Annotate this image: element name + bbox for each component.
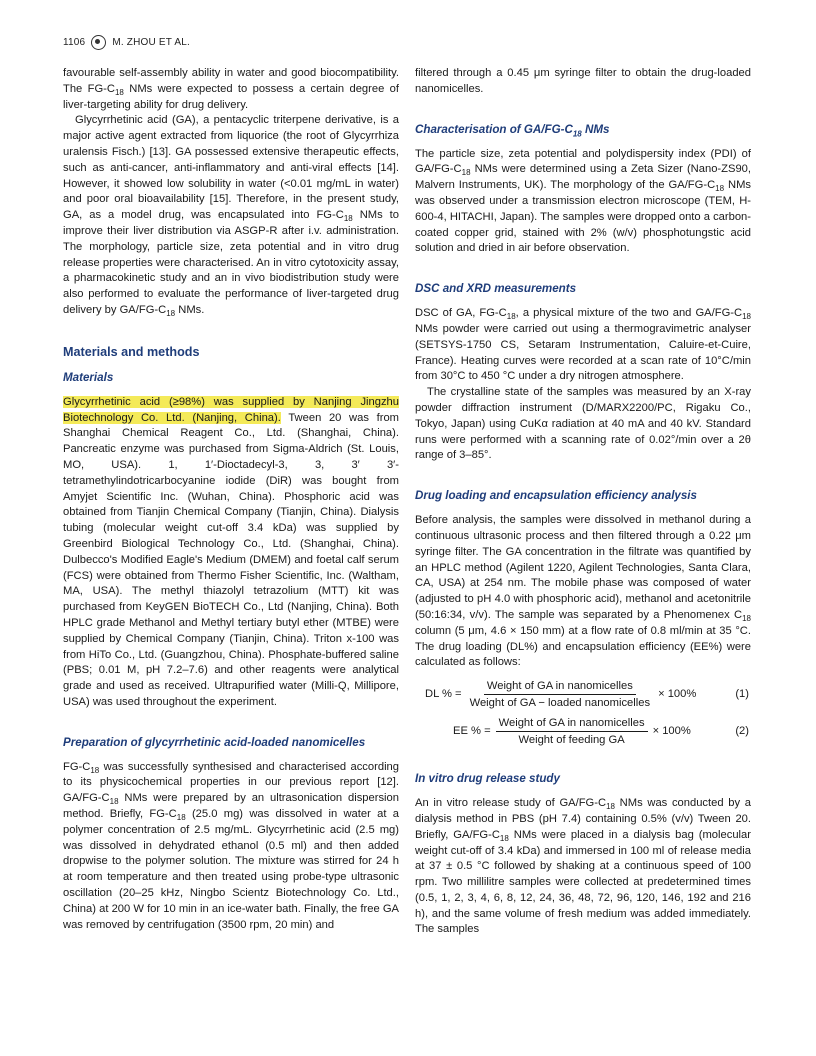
eq1-lhs: DL % = [425,687,462,700]
filter-paragraph: filtered through a 0.45 μm syringe filter to obtain the drug-loaded nanomicelles. [415,67,751,95]
equation-2 [415,716,751,747]
dsc-paragraph: DSC of GA, $FG-C_{18}$, a physical mixture of the two and $GA/FG-C_{18}$ NMs powder were carried out using a thermogravimetric analyser (SETSYS-1750 CS, Setaram Instrumentation, Caluire-et-Cuire, France). Heating curves were recorded at a scan rate of 10°C/min from 30°C to 450 °C under a dry nitrogen atmosphere. [415,307,751,383]
subsection-title-drug-loading: Drug loading and encapsulation efficiency analysis [415,489,697,503]
eq1-factor: × 100% [658,687,697,700]
page-number: 1106 [63,37,86,48]
subsection-title-preparation: Preparation of glycyrrhetinic acid-loaded nanomicelles [63,735,366,749]
running-authors: M. ZHOU ET AL. [112,37,190,48]
equation-1 [415,679,751,710]
eq2-factor: × 100% [652,724,691,737]
ga-paragraph: Glycyrrhetinic acid (GA), a pentacyclic triterpene derivative, is a major active agent extracted from liquorice (the root of Glycyrrhiza uralensis Fisch.) [13]. GA possessed extensive therapeutic effects, such as anti-cancer, anti-inflammatory and anti-viral effects [14]. However, it showed low solubility in water (<0.01 mg/mL in water) and poor oral bioavailability [15]. Therefore, in the present study, GA, as a model drug, was encapsulated into $FG-C_{18}$ NMs to improve their liver distribution via ASGP-R after i.v. administration. The morphology, particle size, zeta potential and in vitro drug release properties were characterised. An in vitro cytotoxicity assay, a pharmacokinetic study and an in vivo biodistribution study were also performed to evaluate the performance of liver-targeted drug delivery by $GA/FG-C_{18}$ NMs. [63,114,399,319]
eq2-lhs: EE % = [453,724,491,737]
left-column [63,66,399,933]
eq2-denominator: Weight of feeding GA [518,734,625,747]
subsection-title-dsc-xrd: DSC and XRD measurements [415,282,577,296]
eq1-denominator: Weight of GA − loaded nanomicelles [469,697,651,710]
subsection-title-characterisation: Characterisation of $GA/FG-C_{18}$ NMs [415,122,610,138]
eq2-numerator: Weight of GA in nanomicelles [496,716,648,732]
materials-text: Tween 20 was from Shanghai Chemical Reagent Co., Ltd. (Shanghai, China). Pancreatic enzyme was purchased from Sigma-Aldrich (St. Louis, MO, USA). 1, 1′-Dioctadecyl-3, 3, 3′ 3′-tetramethylindotricarbocyanine iodide (DiR) was bought from Amyjet Scientific Inc. (Wuhan, China). Phosphoric acid was obtained from Tianjin Chemical Company (Tianjin, China). Dialysis tubing (molecular weight cut-off 3.4 kDa) was supplied by Greenbird Biological Technology Co., Ltd. (Shanghai, China). Dulbecco's Modified Eagle's Medium (DMEM) and foetal calf serum (FCS) were obtained from Thermo Fisher Scientific, Inc. (Waltham, MA, USA). The methyl thiazolyl tetrazolium (MTT) kit was purchased from KeyGEN BioTECH Co., Ltd (Nanjing, China). Both HPLC grade Methanol and Methyl tertiary butyl ether (MTBE) were supplied by Chemical Company (Tianjin, China). Triton x-100 was from HiTo Co., Ltd. (Guangzhou, China). Phosphate-buffered saline (PBS; 0.01 M, pH 7.2–7.6) and other reagents were analytical grade and used as received. Ultrapurified water (Milli-Q, Millipore, USA) was used throughout the experiment. [63,411,399,708]
eq2-fraction [496,716,648,747]
eq2-number: (2) [735,724,749,737]
materials-paragraph [63,395,399,711]
preparation-paragraph: $FG-C_{18}$ was successfully synthesised and characterised according to its physicochemical properties in our previous report [12]. $GA/FG-C_{18}$ NMs were prepared by an ultrasonication dispersion method. Briefly, $FG-C_{18}$ (25.0 mg) was dissolved in water at a polymer concentration of 2.5 mg/mL. Glycyrrhetinic acid (2.5 mg) was dissolved in dehydrated ethanol (0.5 ml) and then added dropwise to the polymer solution. The mixture was stirred for 24 h at room temperature and then treated using probe-type ultrasonic oscillation (20–25 kHz, Ningbo Scientz Biotechnology Co. Ltd., China) at 200 W for 10 min in an ice-water bath. Finally, the free GA was removed by centrifugation (3500 rpm, 20 min) and [63,760,399,931]
xrd-paragraph: The crystalline state of the samples was measured by an X-ray powder diffraction instrument (D/MARX2200/PC, Rigaku Co., Tokyo, Japan) using CuKα radiation at 40 mA and 40 kV. Standard runs were performed with a scanning rate of 0.02°/min over a 2θ range of 3–85°. [415,386,751,462]
section-title-methods: Materials and methods [63,344,200,359]
equations [415,679,751,747]
highlighted-text: Glycyrrhetinic acid (≥98%) was supplied by Nanjing Jingzhu Biotechnology Co. Ltd. (Nanjing, China). [63,395,399,424]
drug-loading-paragraph: Before analysis, the samples were dissolved in methanol during a continuous ultrasonic process and then filtered through a 0.22 μm syringe filter. The GA concentration in the filtrate was quantified by an HPLC method (Agilent 1220, Agilent Technologies, Santa Clara, CA, USA) at 254 nm. The mobile phase was composed of water (adjusted to pH 4.0 with phosphoric acid), methanol and acetonitrile (50:16:34, v/v). The sample was separated by a Phenomenex $C_{18}$ column (5 μm, 4.6 × 150 mm) at a flow rate of 0.8 ml/min at 35 °C. The drug loading (DL%) and encapsulation efficiency (EE%) were calculated as follows: [415,514,751,669]
subsection-title-release: In vitro drug release study [415,772,560,786]
right-column [415,66,751,938]
eq1-number: (1) [735,687,749,700]
characterisation-paragraph: The particle size, zeta potential and polydispersity index (PDI) of $GA/FG-C_{18}$ NMs were determined using a Zeta Sizer (Nano-ZS90, Malvern Instruments, UK). The morphology of the $GA/FG-C_{18}$ NMs was observed under a transmission electron microscope (TEM, H-600-4, HITACHI, Japan). The samples were dropped onto a carbon-coated copper grid, stained with 2% (w/v) phosphotungstic acid solution and dried in air before observation. [415,147,752,255]
running-head [63,35,190,50]
release-paragraph: An in vitro release study of $GA/FG-C_{18}$ NMs was conducted by a dialysis method in PBS (pH 7.4) containing 0.5% (v/v) Tween 20. Briefly, $GA/FG-C_{18}$ NMs were placed in a dialysis bag (molecular weight cut-off of 3.4 kDa) and immersed in 100 ml of release media at 37 ± 0.5 °C followed by shaking at a continuous speed of 100 rpm. Two millilitre samples were collected at predetermined times (0.5, 1, 2, 3, 4, 6, 8, 12, 24, 36, 48, 72, 96, 120, 146, 192 and 216 h), and the same volume of fresh medium was added immediately. The samples [415,797,751,936]
journal-logo-icon [91,35,106,50]
eq1-fraction [467,679,653,710]
subsection-title-materials: Materials [63,370,114,384]
intro-continuation: favourable self-assembly ability in water and good biocompatibility. The $FG-C_{18}$ NMs were expected to possess a certain degree of liver-targeting ability for drug delivery. [63,67,399,111]
eq1-numerator: Weight of GA in nanomicelles [484,679,636,695]
